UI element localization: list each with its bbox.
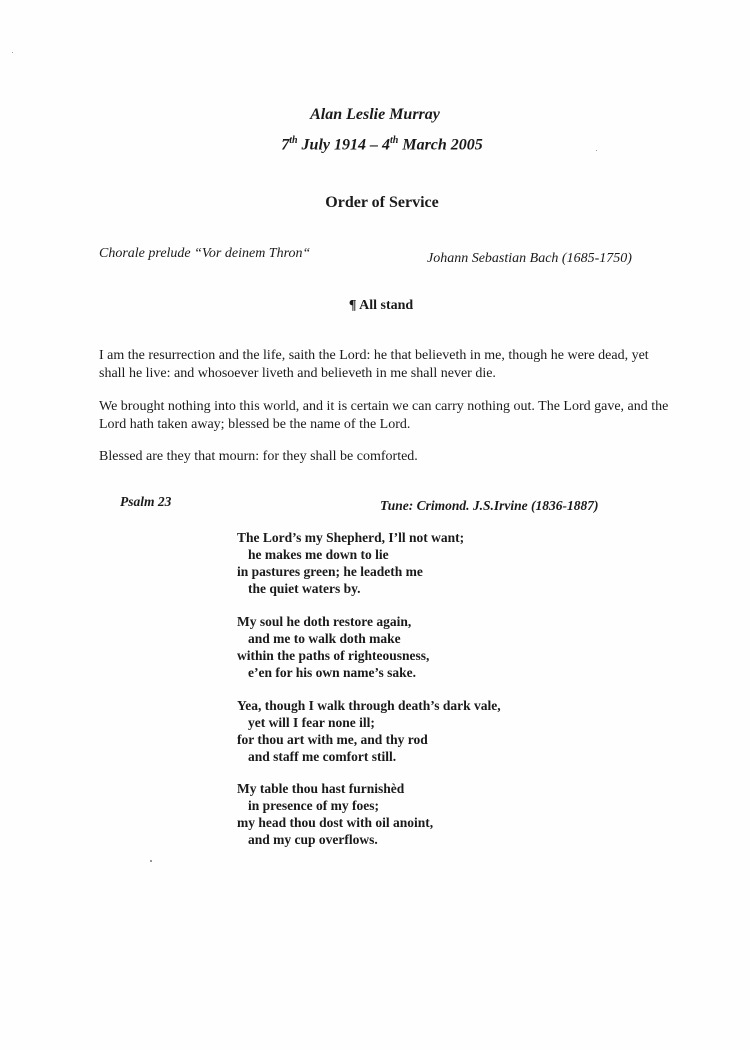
stanza-line: within the paths of righteousness, xyxy=(237,648,430,663)
death-day-suffix: th xyxy=(390,135,399,146)
birth-rest: July 1914 – 4 xyxy=(297,136,390,154)
paper-speck xyxy=(596,150,597,151)
stanza-line: for thou art with me, and thy rod xyxy=(237,732,428,747)
life-dates xyxy=(0,135,750,154)
sentence-paragraph: We brought nothing into this world, and it is certain we can carry nothing out. The Lord gave, and the Lord hath taken away; blessed be the name of the Lord. xyxy=(99,399,669,432)
stanza-line: My soul he doth restore again, xyxy=(237,614,412,629)
psalm-stanza xyxy=(237,697,501,765)
birth-day: 7 xyxy=(281,136,290,154)
stanza-line: yet will I fear none ill; xyxy=(248,715,375,730)
prelude-title: Chorale prelude “Vor deinem Thron“ xyxy=(99,246,311,261)
deceased-name: Alan Leslie Murray xyxy=(310,106,440,123)
stanza-line: my head thou dost with oil anoint, xyxy=(237,815,434,830)
paper-speck xyxy=(150,860,152,862)
psalm-stanza xyxy=(237,780,433,848)
stanza-line: the quiet waters by. xyxy=(248,581,361,596)
stanza-line: and me to walk doth make xyxy=(248,631,401,646)
page-title: Order of Service xyxy=(325,194,439,211)
stanza-line: and my cup overflows. xyxy=(248,832,378,847)
prelude-composer: Johann Sebastian Bach (1685-1750) xyxy=(427,251,632,266)
stanza-line: in presence of my foes; xyxy=(248,798,379,813)
stanza-line: and staff me comfort still. xyxy=(248,749,397,764)
sentence-paragraph: I am the resurrection and the life, saith the Lord: he that believeth in me, though he were dead, yet shall he live: and whosoever liveth and believeth in me shall never die. xyxy=(99,348,649,381)
stanza-line: Yea, though I walk through death’s dark vale, xyxy=(237,698,501,713)
psalm-title: Psalm 23 xyxy=(120,494,172,509)
stanza-line: in pastures green; he leadeth me xyxy=(237,564,423,579)
stanza-line: e’en for his own name’s sake. xyxy=(248,665,416,680)
psalm-stanza xyxy=(237,613,429,681)
psalm-stanza xyxy=(237,529,464,597)
sentence-paragraph: Blessed are they that mourn: for they shall be comforted. xyxy=(99,449,418,464)
death-rest: March 2005 xyxy=(398,136,483,154)
paper-speck xyxy=(12,52,13,53)
psalm-tune: Tune: Crimond. J.S.Irvine (1836-1887) xyxy=(380,498,599,513)
birth-day-suffix: th xyxy=(289,135,298,146)
stanza-line: he makes me down to lie xyxy=(248,547,389,562)
stanza-line: My table thou hast furnishèd xyxy=(237,781,405,796)
stanza-line: The Lord’s my Shepherd, I’ll not want; xyxy=(237,530,465,545)
instruction-all-stand: ¶ All stand xyxy=(348,298,414,313)
